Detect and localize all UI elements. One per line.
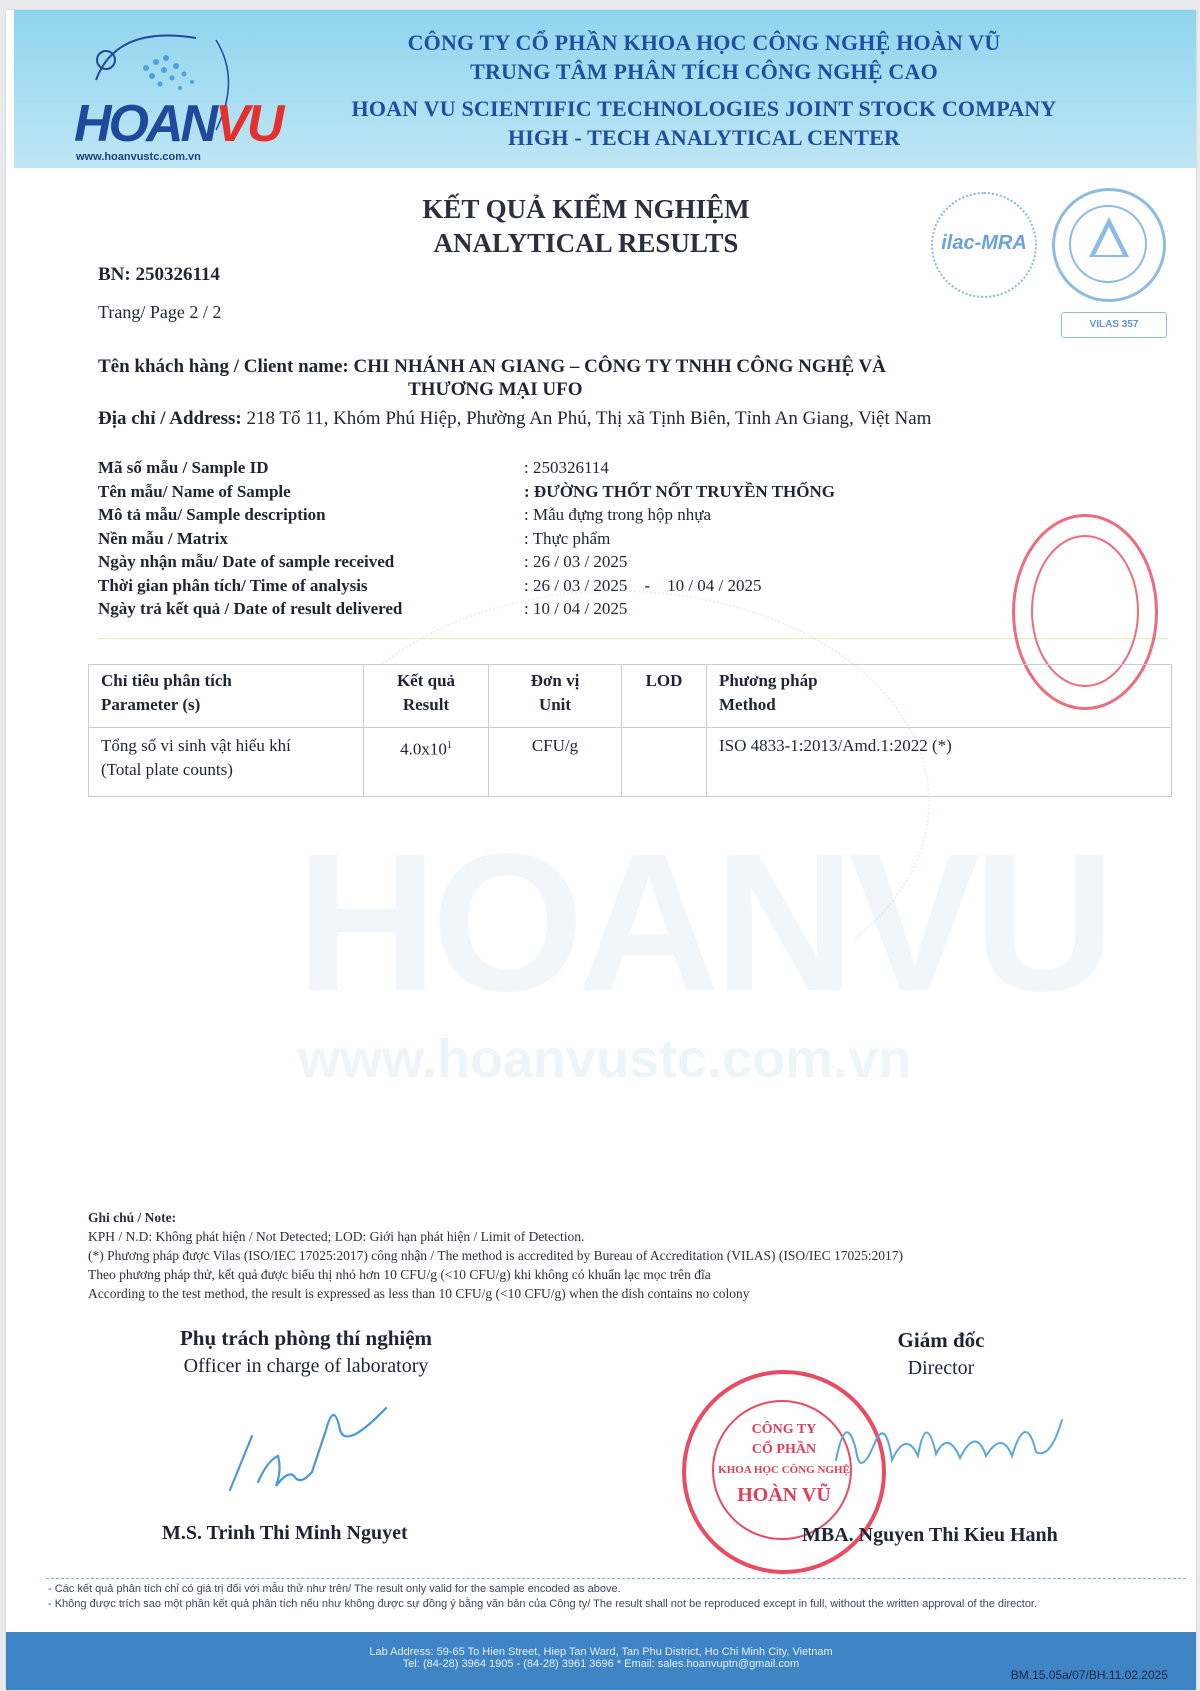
footer-disclaimers: - Các kết quả phân tích chỉ có giá trị đối với mẫu thử như trên/ The result only valid for the sample encoded as above. - Không được trích sao một phần kết quả phân tích nếu như không được sự đồng ý bằng văn bản của Công ty/ The result shall not be reproduced except in full, without the written approval of the director. (48, 1583, 1038, 1610)
note-line: KPH / N.D: Không phát hiện / Not Detected; LOD: Giới hạn phát hiện / Limit of Detection. (88, 1229, 585, 1244)
watermark-logo: HOANVU (296, 813, 1110, 1032)
watermark-url: www.hoanvustc.com.vn (298, 1029, 912, 1089)
sample-row: Mã số mẫu / Sample ID : 250326114 (98, 458, 609, 477)
cell-unit: CFU/g (489, 728, 622, 797)
lab-officer-name: M.S. Trinh Thi Minh Nguyet (162, 1522, 408, 1544)
note-line: Theo phương pháp thử, kết quả được biểu thị nhỏ hơn 10 CFU/g (<10 CFU/g) khi không có khuẩn lạc mọc trên đĩa (88, 1267, 711, 1282)
company-name-vi: CÔNG TY CỔ PHẦN KHOA HỌC CÔNG NGHỆ HOÀN VŨ (407, 30, 1001, 55)
batch-number: BN: 250326114 (98, 264, 220, 285)
logo-wordmark: HOANVU (74, 95, 282, 153)
header-banner (14, 10, 1196, 168)
lab-officer-signature-block: Phụ trách phòng thí nghiệm Officer in charge of laboratory (179, 1326, 433, 1377)
col-result: Kết quả Result (364, 665, 489, 728)
center-name-vi: TRUNG TÂM PHÂN TÍCH CÔNG NGHỆ CAO (470, 59, 938, 84)
contact-info: Tel: (84-28) 3964 1905 - (84-28) 3961 3696 * Email: sales.hoanvuptn@gmail.com (402, 1658, 800, 1670)
sample-row: Tên mẫu/ Name of Sample : ĐƯỜNG THỐT NỐT TRUYỀN THỐNG (98, 481, 835, 501)
lab-address: Lab Address: 59-65 To Hien Street, Hiep Tan Ward, Tan Phu District, Ho Chi Minh City, Vietnam (369, 1646, 833, 1658)
col-unit: Đơn vị Unit (489, 665, 622, 728)
title-en: ANALYTICAL RESULTS (433, 228, 739, 258)
client-name: Tên khách hàng / Client name: CHI NHÁNH AN GIANG – CÔNG TY TNHH CÔNG NGHỆ VÀ (98, 356, 886, 377)
sample-info (98, 456, 835, 621)
document-title (376, 192, 796, 260)
director-handwritten-signature (826, 1390, 1086, 1510)
client-address: Địa chỉ / Address: 218 Tổ 11, Khóm Phú Hiệp, Phường An Phú, Thị xã Tịnh Biên, Tỉnh An Giang, Việt Nam (98, 408, 932, 429)
results-table (88, 664, 1172, 797)
col-lod: LOD (622, 665, 707, 728)
sample-row: Ngày nhận mẫu/ Date of sample received : 26 / 03 / 2025 (98, 552, 628, 571)
table-header-row (89, 665, 1172, 728)
cell-result: $4.0x10^1$ (364, 728, 489, 797)
lab-officer-handwritten-signature (216, 1390, 416, 1500)
sample-row: Mô tả mẫu/ Sample description : Mẫu đựng trong hộp nhựa (98, 505, 711, 524)
company-name-en: HOAN VU SCIENTIFIC TECHNOLOGIES JOINT STOCK COMPANY (351, 96, 1057, 121)
page-indicator: Trang/ Page 2 / 2 (98, 302, 222, 322)
footer-bar (6, 1632, 1196, 1690)
company-logo (64, 20, 282, 163)
sample-row: Thời gian phân tích/ Time of analysis : 26 / 03 / 2025 - 10 / 04 / 2025 (98, 575, 762, 595)
note-line: According to the test method, the result is expressed as less than 10 CFU/g (<10 CFU/g) when the dish contains no colony (88, 1286, 750, 1301)
cell-parameter: Tổng số vi sinh vật hiếu khí (Total plate counts) (89, 728, 364, 797)
cell-lod (622, 728, 707, 797)
footer-divider (46, 1578, 1186, 1579)
col-parameter: Chỉ tiêu phân tích Parameter (s) (89, 665, 364, 728)
col-method: Phương pháp Method (707, 665, 1172, 728)
cell-method: ISO 4833-1:2013/Amd.1:2022 (*) (707, 728, 1172, 797)
vilas-badge: VILAS 357 (1061, 312, 1167, 338)
sample-row: Nền mẫu / Matrix : Thực phẩm (98, 528, 611, 548)
center-name-en: HIGH - TECH ANALYTICAL CENTER (507, 125, 901, 150)
sample-row: Ngày trả kết quả / Date of result delivered : 10 / 04 / 2025 (98, 599, 628, 618)
ilac-mra-seal: ilac-MRA (931, 192, 1037, 298)
logo-url: www.hoanvustc.com.vn (76, 151, 201, 163)
company-red-stamp: CÔNG TY CỔ PHẦN KHOA HỌC CÔNG NGHỆ HOÀN VŨ (682, 1370, 886, 1574)
form-code: BM.15.05a/07/BH.11.02.2025 (1010, 1668, 1168, 1682)
director-name: MBA. Nguyen Thi Kieu Hanh (802, 1524, 1058, 1546)
note-line: (*) Phương pháp được Vilas (ISO/IEC 17025:2017) công nhận / The method is accredited by Bureau of Accreditation (VILAS) (ISO/IEC 17025:2017) (88, 1248, 903, 1263)
boa-accreditation-seal (1052, 188, 1166, 302)
client-name-cont: THƯƠNG MẠI UFO (408, 379, 583, 400)
title-vi: KẾT QUẢ KIỂM NGHIỆM (422, 194, 750, 224)
table-row (89, 728, 1172, 797)
company-name-block (304, 28, 1104, 152)
notes-heading: Ghi chú / Note: (88, 1210, 177, 1225)
notes-block (88, 1208, 903, 1303)
director-signature-block: Giám đốc Director (897, 1328, 985, 1379)
certificate-page (6, 10, 1196, 1690)
